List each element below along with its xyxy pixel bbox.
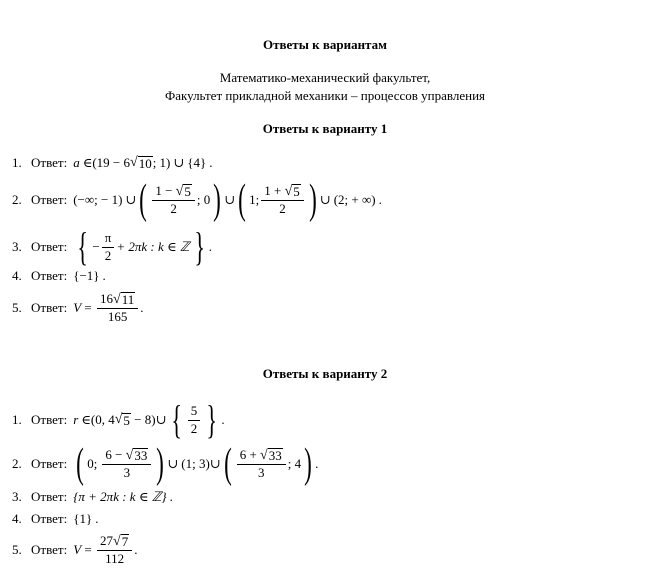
answer-v1-2: [12, 179, 382, 221]
period: .: [134, 542, 138, 558]
symbol-cup: ∪: [125, 192, 137, 207]
answer-label: Ответ:: [31, 412, 68, 427]
symbol-minus: −: [92, 239, 100, 254]
symbol-in: ∈: [81, 412, 91, 427]
period: .: [208, 239, 212, 254]
formula: ( 0; 6 − √ 33 3 ) ∪ (1; 3) ∪ ( 6 + √ 33 3 ; 4 ) .: [76, 441, 319, 487]
symbol-in: ∈: [82, 155, 93, 170]
answer-label: Ответ:: [31, 300, 68, 316]
formula: [73, 292, 143, 324]
answer-v2-5: [12, 534, 137, 566]
answer-label: Ответ:: [31, 511, 68, 526]
answer-v1-5: [12, 292, 143, 324]
symbol-eq: =: [81, 300, 95, 316]
answer-v2-2: [12, 443, 318, 485]
item-number: 2.: [12, 192, 22, 207]
var-r: r: [73, 412, 79, 427]
answer-v2-3: [12, 489, 173, 505]
fraction: 6 + √ 33 3: [237, 448, 286, 480]
formula-text: (2; + ∞): [333, 192, 376, 207]
document-title: Ответы к вариантам: [263, 37, 387, 52]
symbol-cup: ∪: [209, 456, 221, 471]
period: .: [221, 412, 225, 427]
formula: [73, 268, 106, 284]
answer-label: Ответ:: [31, 542, 68, 558]
period: .: [209, 155, 213, 170]
formula-text: {−1}: [73, 268, 100, 283]
formula-text: (19 − 6: [92, 155, 130, 170]
symbol-cup: ∪: [167, 456, 179, 471]
symbol-cup: ∪: [224, 192, 236, 207]
symbol-cup: ∪: [173, 155, 185, 170]
formula: { − $\frac{\pi}{2}$ + 2πk : k ∈ ℤ } .: [77, 224, 212, 269]
item-number: 4.: [12, 268, 22, 283]
fraction: 16 √ 11 165: [97, 292, 138, 324]
fraction: 1 − √ 5 2: [152, 184, 195, 216]
fraction: $\frac{5}{2}$: [188, 404, 201, 436]
answer-v2-1: [12, 397, 225, 442]
period: .: [169, 489, 173, 504]
sqrt: √ 10: [130, 155, 152, 171]
formula: r ∈ (0, 4 √ 5 − 8) ∪ { $\frac{5}{2}$ } .: [73, 397, 225, 442]
answer-label: Ответ:: [31, 192, 68, 207]
formula: (−∞; − 1) ∪ ( 1 − √ 5 2 ; 0 ) ∪ ( 1; 1 + √ 5 2 ) ∪ (2; + ∞) .: [73, 177, 382, 223]
answer-v1-3: [12, 224, 212, 269]
formula-text: ; 0: [196, 192, 211, 207]
formula-text: 1;: [249, 192, 260, 207]
formula: [73, 534, 137, 566]
item-number: 4.: [12, 511, 22, 526]
formula: [73, 511, 98, 527]
answer-v2-4: [12, 511, 98, 527]
period: .: [95, 511, 99, 526]
fraction: 1 + √ 5 2: [261, 184, 304, 216]
formula-text: (0, 4: [90, 412, 115, 427]
item-number: 3.: [12, 239, 22, 254]
answer-v1-1: [12, 155, 213, 171]
period: .: [315, 456, 319, 471]
formula-text: + 2πk : k ∈ ℤ: [116, 239, 190, 254]
period: .: [102, 268, 106, 283]
answer-label: Ответ:: [31, 239, 68, 254]
symbol-cup: ∪: [155, 412, 167, 427]
fraction: 6 − √ 33 3: [102, 448, 151, 480]
variant1-heading: Ответы к варианту 1: [262, 121, 388, 136]
var-V: V: [73, 300, 82, 316]
formula: [73, 489, 173, 505]
answer-label: Ответ:: [31, 268, 68, 283]
period: .: [378, 192, 382, 207]
answer-label: Ответ:: [31, 456, 68, 471]
var-V: V: [73, 542, 82, 558]
formula-text: 0;: [87, 456, 98, 471]
item-number: 5.: [12, 542, 22, 558]
fraction: $\frac{\pi}{2}$: [102, 231, 115, 263]
var-a: a: [73, 155, 80, 170]
symbol-eq: =: [81, 542, 95, 558]
formula-text: (1; 3): [181, 456, 210, 471]
formula-text: {π + 2πk : k ∈ ℤ}: [73, 489, 167, 504]
faculty-line-2: Факультет прикладной механики – процессов управления: [164, 88, 486, 103]
period: .: [140, 300, 144, 316]
formula-text: {4}: [187, 155, 207, 170]
item-number: 5.: [12, 300, 22, 316]
symbol-cup: ∪: [319, 192, 331, 207]
answer-label: Ответ:: [31, 489, 68, 504]
item-number: 2.: [12, 456, 22, 471]
formula-text: − 8): [130, 412, 156, 427]
formula-text: ; 1): [152, 155, 171, 170]
formula-text: (−∞; − 1): [73, 192, 123, 207]
answer-v1-4: [12, 268, 106, 284]
fraction: 27 √ 7 112: [97, 534, 132, 566]
formula-text: {1}: [73, 511, 93, 526]
sqrt: √ 5: [114, 412, 130, 428]
answer-label: Ответ:: [31, 155, 68, 170]
item-number: 3.: [12, 489, 22, 504]
item-number: 1.: [12, 155, 22, 170]
formula-text: ; 4: [287, 456, 302, 471]
faculty-line-1: Математико-механический факультет,: [219, 70, 431, 85]
item-number: 1.: [12, 412, 22, 427]
formula: [73, 155, 212, 171]
variant2-heading: Ответы к варианту 2: [262, 366, 388, 381]
